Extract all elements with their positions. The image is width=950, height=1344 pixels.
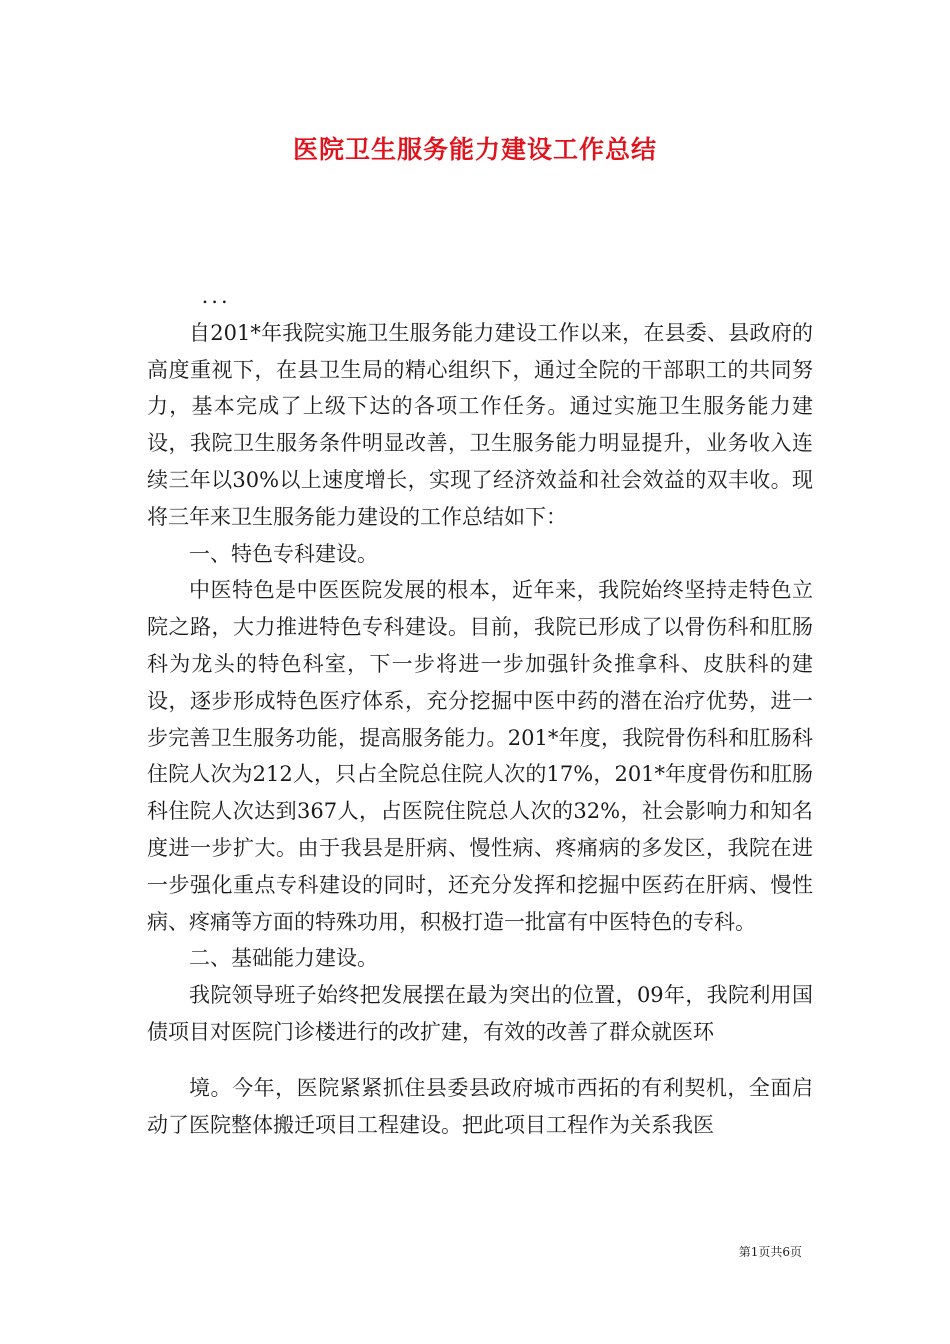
document-title: 医院卫生服务能力建设工作总结 xyxy=(292,135,657,164)
paragraph-intro: 自201*年我院实施卫生服务能力建设工作以来，在县委、县政府的高度重视下，在县卫生局的精心组织下，通过全院的干部职工的共同努力，基本完成了上级下达的各项工作任务。通过实施卫生服务能力建设，我院卫生服务条件明显改善，卫生服务能力明显提升，业务收入连续三年以30%以上速度增长，实现了经济效益和社会效益的双丰收。现将三年来卫生服务能力建设的工作总结如下： xyxy=(147,320,813,529)
ellipsis-line: ... xyxy=(201,284,231,308)
paragraph-infrastructure: 我院领导班子始终把发展摆在最为突出的位置，09年，我院利用国债项目对医院门诊楼进行的改扩建，有效的改善了群众就医环 xyxy=(147,983,813,1044)
document-body xyxy=(147,278,813,1143)
paragraph-relocation: 境。今年，医院紧紧抓住县委县政府城市西拓的有利契机，全面启动了医院整体搬迁项目工程建设。把此项目工程作为关系我医 xyxy=(147,1075,813,1137)
section-heading-2: 二、基础能力建设。 xyxy=(189,946,378,971)
page-number: 第1页共6页 xyxy=(738,1245,802,1259)
paragraph-specialty: 中医特色是中医医院发展的根本，近年来，我院始终坚持走特色立院之路，大力推进特色专科建设。目前，我院已形成了以骨伤科和肛肠科为龙头的特色科室，下一步将进一步加强针灸推拿科、皮肤科的建设，逐步形成特色医疗体系，充分挖掘中医中药的潜在治疗优势，进一步完善卫生服务功能，提高服务能力。201*年度，我院骨伤科和肛肠科住院人次为212人，只占全院总住院人次的17%，201*年度骨伤和肛肠科住院人次达到367人，占医院住院总人次的32%，社会影响力和知名度进一步扩大。由于我县是肝病、慢性病、疼痛病的多发区，我院在进一步强化重点专科建设的同时，还充分发挥和挖掘中医药在肝病、慢性病、疼痛等方面的特殊功用，积极打造一批富有中医特色的专科。 xyxy=(147,578,813,934)
section-heading-1: 一、特色专科建设。 xyxy=(189,541,378,566)
